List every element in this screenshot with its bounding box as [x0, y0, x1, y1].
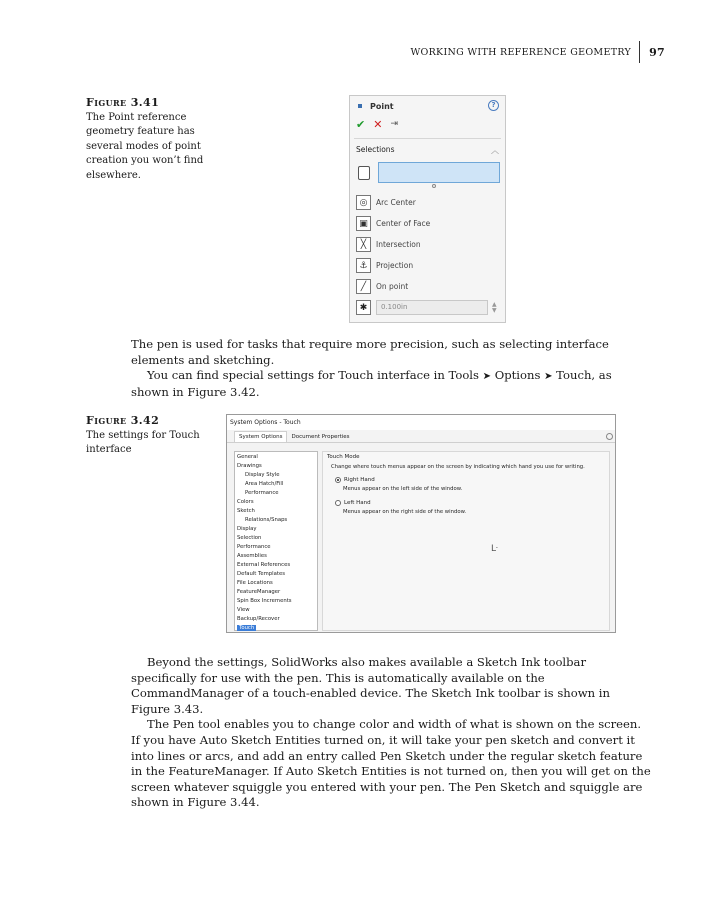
- pm-actions: [350, 116, 505, 132]
- body-text-2: [131, 655, 651, 811]
- tree-item[interactable]: Assemblies: [237, 553, 267, 559]
- point-option-label: Projection: [376, 261, 414, 270]
- touch-mode-group: Touch Mode: [327, 454, 360, 460]
- along-curve-icon[interactable]: ✱: [356, 300, 371, 315]
- point-property-manager: [349, 95, 506, 323]
- point-option-row[interactable]: [350, 192, 505, 213]
- tree-item[interactable]: Relations/Snaps: [245, 517, 288, 523]
- tree-item[interactable]: Drawings: [237, 463, 262, 469]
- tree-item[interactable]: Display: [237, 526, 257, 532]
- tree-item[interactable]: Area Hatch/Fill: [245, 481, 284, 487]
- tree-item[interactable]: Colors: [237, 499, 254, 505]
- tree-item[interactable]: File Locations: [237, 580, 273, 586]
- tree-item[interactable]: Selection: [237, 535, 262, 541]
- projection-icon[interactable]: ⚓: [356, 258, 371, 273]
- tree-item[interactable]: View: [237, 607, 250, 613]
- figure-3-42-caption: [86, 414, 206, 458]
- tree-item[interactable]: General: [237, 454, 258, 460]
- point-option-row[interactable]: [350, 234, 505, 255]
- page-number: 97: [649, 45, 665, 59]
- on-point-icon[interactable]: ╱: [356, 279, 371, 294]
- tree-item[interactable]: Sketch: [237, 508, 255, 514]
- tab-system-options[interactable]: System Options: [234, 431, 287, 442]
- selection-row: [350, 162, 505, 183]
- figure-label: Figure 3.41: [86, 96, 160, 109]
- tree-item[interactable]: Backup/Recover: [237, 616, 280, 622]
- intersection-icon[interactable]: ╳: [356, 237, 371, 252]
- menu-arrow-icon: ➤: [482, 371, 492, 383]
- left-hand-option[interactable]: [335, 500, 605, 506]
- figure-label: Figure 3.42: [86, 414, 160, 427]
- right-hand-note: Menus appear on the left side of the window.: [343, 486, 463, 492]
- reference-entities-icon: [358, 166, 370, 180]
- point-option-label: Center of Face: [376, 219, 431, 228]
- body-text-1: [131, 337, 651, 400]
- chevron-up-icon[interactable]: ︿: [491, 146, 499, 155]
- resize-handle[interactable]: [432, 184, 436, 188]
- caption-text: The settings for Touch interface: [86, 429, 200, 455]
- spin-arrows[interactable]: ▲ ▼: [492, 300, 497, 314]
- cancel-x-icon[interactable]: ✕: [373, 117, 383, 131]
- caption-text: The Point reference geometry feature has several modes of point creation you won’t find elsewhere.: [86, 111, 204, 181]
- paragraph: Beyond the settings, SolidWorks also makes available a Sketch Ink toolbar specifically for use with the pen. This is automatically available on the CommandManager of a touch-enabled device. The Sketch Ink toolbar is shown in Figure 3.43.: [131, 655, 610, 716]
- tree-item[interactable]: Performance: [245, 490, 279, 496]
- point-option-row[interactable]: [350, 255, 505, 276]
- menu-arrow-icon: ➤: [544, 371, 553, 383]
- left-hand-note: Menus appear on the right side of the window.: [343, 509, 467, 515]
- reference-selection-box[interactable]: [378, 162, 500, 183]
- divider: [354, 138, 501, 139]
- header-divider: [639, 41, 640, 63]
- left-hand-label: Left Hand: [344, 500, 371, 506]
- dialog-tabs: [227, 430, 615, 443]
- paragraph: The Pen tool enables you to change color and width of what is shown on the screen. If you have Auto Sketch Entities turned on, it will take your pen sketch and convert it into lines or arcs, and add an entry called Pen Sketch under the regular sketch feature in the FeatureManager. If Auto Sketch Entities is not turned on, then you will get on the screen whatever squiggle you entered with your pen. The Pen Sketch and squiggle are shown in Figure 3.44.: [131, 717, 651, 810]
- left-hand-radio[interactable]: [335, 500, 341, 506]
- distance-spinbox-row: [350, 297, 505, 318]
- help-icon[interactable]: ?: [488, 100, 499, 111]
- chapter-title: WORKING WITH REFERENCE GEOMETRY: [410, 46, 632, 58]
- system-options-dialog: [226, 414, 616, 633]
- paragraph: The pen is used for tasks that require more precision, such as selecting interface elements and sketching.: [131, 337, 609, 367]
- tree-item[interactable]: Display Style: [245, 472, 280, 478]
- paragraph: You can find special settings for Touch interface in Tools ➤ Options ➤ Touch, as shown in Figure 3.42.: [131, 368, 612, 399]
- pushpin-icon[interactable]: ⇥: [390, 119, 398, 129]
- tree-item[interactable]: External References: [237, 562, 291, 568]
- figure-3-41-caption: [86, 96, 206, 183]
- running-header: [410, 41, 665, 63]
- tree-item[interactable]: Performance: [237, 544, 271, 550]
- tree-item[interactable]: FeatureManager: [237, 589, 281, 595]
- tree-item[interactable]: Touch: [239, 625, 255, 631]
- point-option-label: Intersection: [376, 240, 421, 249]
- ok-check-icon[interactable]: ✔: [356, 117, 366, 131]
- mouse-cursor-icon: ᒷ: [491, 544, 498, 554]
- right-hand-radio[interactable]: [335, 477, 341, 483]
- arc-center-icon[interactable]: ◎: [356, 195, 371, 210]
- right-hand-label: Right Hand: [344, 477, 375, 483]
- tab-document-properties[interactable]: Document Properties: [291, 434, 350, 440]
- distance-input[interactable]: 0.100in: [376, 300, 488, 315]
- search-options-icon[interactable]: [606, 433, 613, 440]
- tree-item[interactable]: Spin Box Increments: [237, 598, 292, 604]
- point-option-row[interactable]: [350, 213, 505, 234]
- point-icon: [358, 104, 362, 108]
- dialog-title: System Options - Touch: [227, 415, 615, 430]
- pm-header: [350, 96, 505, 116]
- options-tree: [234, 451, 318, 631]
- point-type-options: [350, 192, 505, 297]
- center-of-face-icon[interactable]: ▣: [356, 216, 371, 231]
- touch-settings-panel: [322, 451, 610, 631]
- pm-title: Point: [370, 101, 394, 111]
- selections-label: Selections: [356, 145, 395, 154]
- selections-section-header[interactable]: [350, 145, 505, 157]
- point-option-label: On point: [376, 282, 409, 291]
- touch-mode-description: Change where touch menus appear on the screen by indicating which hand you use for writing.: [331, 464, 585, 470]
- tree-item[interactable]: Default Templates: [237, 571, 285, 577]
- point-option-row[interactable]: [350, 276, 505, 297]
- point-option-label: Arc Center: [376, 198, 416, 207]
- right-hand-option[interactable]: [335, 477, 605, 483]
